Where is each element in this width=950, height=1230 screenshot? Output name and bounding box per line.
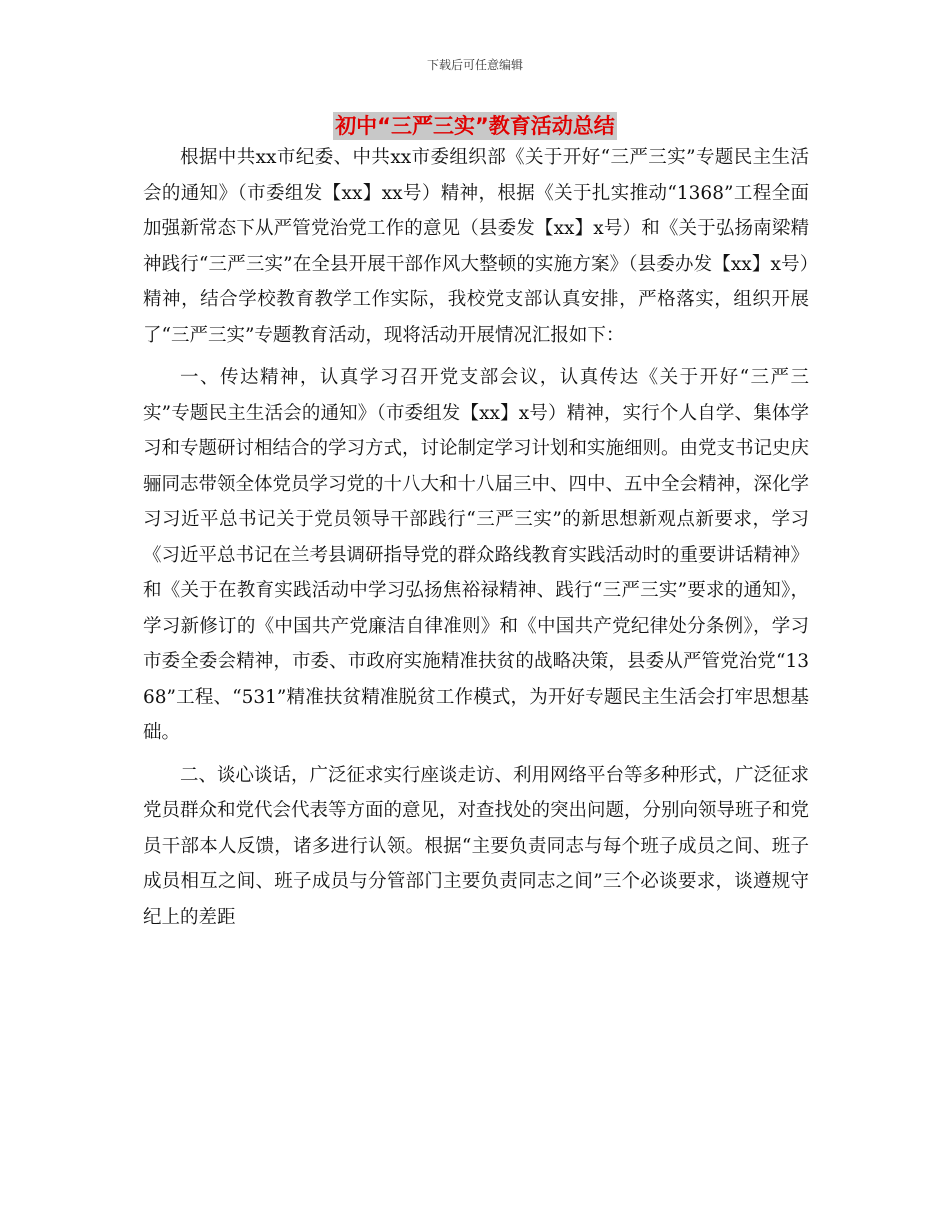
paragraph-section-1: 一、传达精神，认真学习召开党支部会议，认真传达《关于开好“三严三实”专题民主生活会的通知》（市委组发【xx】x号）精神，实行个人自学、集体学习和专题研讨相结合的学习方式，讨论制定学习计划和实施细则。由党支书记史庆骊同志带领全体党员学习党的十八大和十八届三中、四中、五中全会精神，深化学习习近平总书记关于党员领导干部践行“三严三实”的新思想新观点新要求，学习《习近平总书记在兰考县调研指导党的群众路线教育实践活动时的重要讲话精神》和《关于在教育实践活动中学习弘扬焦裕禄精神、践行“三严三实”要求的通知》，学习新修订的《中国共产党廉洁自律准则》和《中国共产党纪律处分条例》，学习市委全委会精神，市委、市政府实施精准扶贫的战略决策，县委从严管党治党“1368”工程、“531”精准扶贫精准脱贫工作模式，为开好专题民主生活会打牢思想基础。	[143, 367, 810, 743]
paragraph-section-2: 二、谈心谈话，广泛征求实行座谈走访、利用网络平台等多种形式，广泛征求党员群众和党代会代表等方面的意见，对查找处的突出问题，分别向领导班子和党员干部本人反馈，诸多进行认领。根据“主要负责同志与每个班子成员之间、班子成员相互之间、班子成员与分管部门主要负责同志之间”三个必谈要求，谈遵规守纪上的差距	[143, 764, 810, 928]
paragraph-intro: 根据中共xx市纪委、中共xx市委组织部《关于开好“三严三实”专题民主生活会的通知》（市委组发【xx】xx号）精神，根据《关于扎实推动“1368”工程全面加强新常态下从严管党治党工作的意见（县委发【xx】x号）和《关于弘扬南梁精神践行“三严三实”在全县开展干部作风大整顿的实施方案》（县委办发【xx】x号）精神，结合学校教育教学工作实际，我校党支部认真安排，严格落实，组织开展了“三严三实”专题教育活动，现将活动开展情况汇报如下：	[143, 147, 809, 346]
document-body	[143, 140, 809, 935]
title-block	[0, 112, 950, 140]
document-title: 初中“三严三实”教育活动总结	[335, 114, 615, 138]
page-header-note: 下载后可任意编辑	[426, 58, 523, 72]
